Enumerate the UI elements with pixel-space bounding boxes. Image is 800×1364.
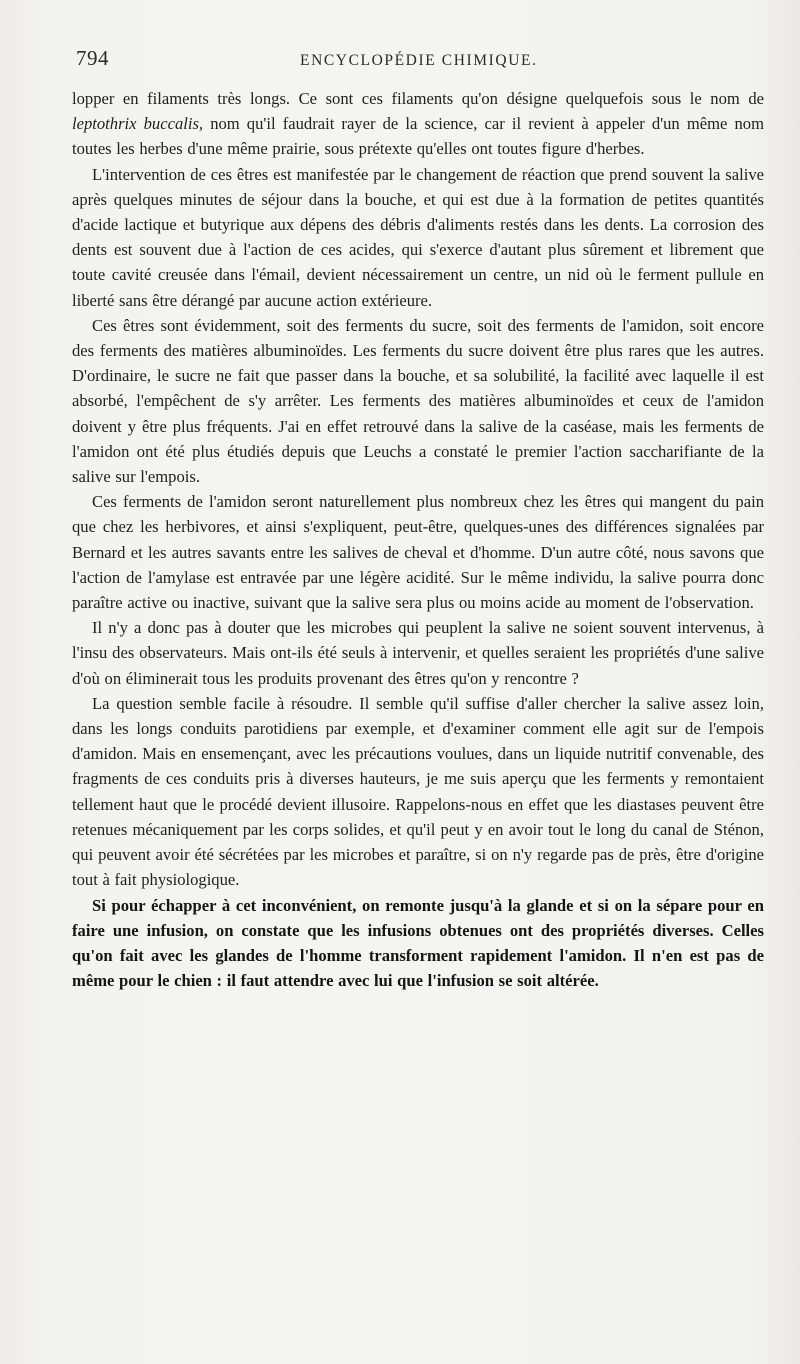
paragraph-2: L'intervention de ces êtres est manifestée par le changement de réaction que prend souvent la salive après quelques minutes de séjour dans la bouche, et qui est due à la formation de petites quantités d'acide lactique et butyrique aux dépens des débris d'aliments restés dans les dents. La corrosion des dents est souvent due à l'action de ces acides, qui s'exerce d'autant plus sûrement et librement que toute cavité creusée dans l'émail, devient nécessairement un centre, un nid où le ferment pullule en liberté sans être dérangé par aucune action extérieure. xyxy=(72,164,764,310)
paragraph-1-text-end: nom qu'il faudrait rayer de la science, car il revient à appeler d'un même nom toutes les herbes d'une même prairie, sous prétexte qu'elles ont toutes figure d'herbes. xyxy=(72,114,764,159)
page-header xyxy=(76,46,760,78)
paragraph-4: Ces ferments de l'amidon seront naturellement plus nombreux chez les êtres qui mangent du pain que chez les herbivores, et ainsi s'expliquent, peut-être, quelques-unes des différences signalées par Bernard et les autres savants entre les salives de cheval et d'homme. D'un autre côté, nous savons que l'action de l'amylase est entravée par une légère acidité. Sur le même individu, la salive pourra donc paraître active ou inactive, suivant que la salive sera plus ou moins acide au moment de l'observation. xyxy=(72,492,764,613)
running-title: ENCYCLOPÉDIE CHIMIQUE. xyxy=(300,52,538,69)
body-text xyxy=(72,86,764,993)
paragraph-5: Il n'y a donc pas à douter que les microbes qui peuplent la salive ne soient souvent intervenus, à l'insu des observateurs. Mais ont-ils été seuls à intervenir, et quelles seraient les propriétés d'une salive d'où on éliminerait tous les produits provenant des êtres qu'on y rencontre ? xyxy=(72,618,764,688)
paragraph-1 xyxy=(72,86,764,162)
paragraph-1-text-start: lopper en filaments très longs. Ce sont ces filaments qu'on désigne quelquefois sous le nom de xyxy=(72,89,764,108)
paragraph-1-italic-term: leptothrix buccalis, xyxy=(72,114,204,134)
paragraph-7: Si pour échapper à cet inconvénient, on remonte jusqu'à la glande et si on la sépare pour en faire une infusion, on constate que les infusions obtenues ont des propriétés diverses. Celles qu'on fait avec les glandes de l'homme transforment rapidement l'amidon. Il n'en est pas de même pour le chien : il faut attendre avec lui que l'infusion se soit altérée. xyxy=(72,895,764,991)
paragraph-6: La question semble facile à résoudre. Il semble qu'il suffise d'aller chercher la salive assez loin, dans les longs conduits parotidiens par exemple, et d'examiner comment elle agit sur de l'empois d'amidon. Mais en ensemençant, avec les précautions voulues, dans un liquide nutritif convenable, des fragments de ces conduits pris à diverses hauteurs, je me suis aperçu que les ferments y remontaient tellement haut que le procédé devient illusoire. Rappelons-nous en effet que les diastases peuvent être retenues mécaniquement par les corps solides, et qu'il peut y en avoir tout le long du canal de Sténon, qui peuvent avoir été sécrétées par les microbes et paraître, si on n'y regarde pas de près, être d'origine tout à fait physiologique. xyxy=(72,693,764,890)
page-number: 794 xyxy=(76,46,109,70)
paragraph-3: Ces êtres sont évidemment, soit des ferments du sucre, soit des ferments de l'amidon, soit encore des ferments des matières albuminoïdes. Les ferments du sucre doivent être plus rares que les autres. D'ordinaire, le sucre ne fait que passer dans la bouche, et sa solubilité, la facilité avec laquelle il est absorbé, l'empêchent de s'y arrêter. Les ferments des matières albuminoïdes et ceux de l'amidon doivent y être plus fréquents. J'ai en effet retrouvé dans la salive de la caséase, mais les ferments de l'amidon ont été plus étudiés depuis que Leuchs a constaté le premier l'action saccharifiante de la salive sur l'empois. xyxy=(72,315,764,487)
